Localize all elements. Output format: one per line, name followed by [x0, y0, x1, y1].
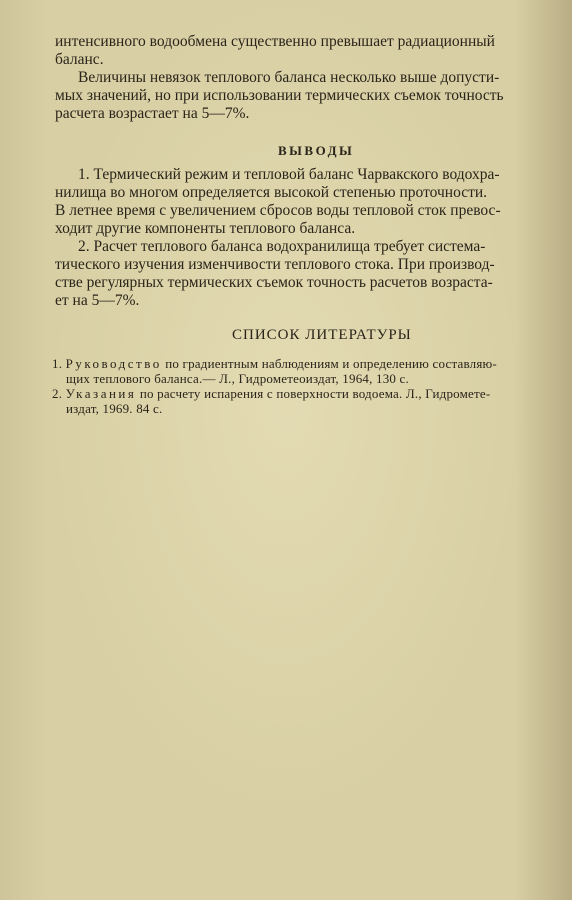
reference-item-2 [52, 386, 490, 401]
intro-line-5: расчета возрастает на 5—7%. [55, 105, 250, 122]
reference-item-2-cont: издат, 1969. 84 с. [66, 401, 163, 416]
conclusions-line-4: ходит другие компоненты теплового баланса. [55, 220, 356, 237]
conclusions-line-1: 1. Термический режим и тепловой баланс Чарвакского водохра- [78, 166, 500, 183]
intro-line-3: Величины невязок теплового баланса несколько выше допусти- [78, 69, 500, 86]
reference-spaced-title: Руководство [65, 356, 162, 371]
reference-item-1-cont: щих теплового баланса.— Л., Гидрометеоиздат, 1964, 130 с. [66, 371, 409, 386]
conclusions-line-3: В летнее время с увеличением сбросов воды тепловой сток превос- [55, 202, 501, 219]
conclusions-line-5: 2. Расчет теплового баланса водохранилища требует система- [78, 238, 486, 255]
reference-text: по расчету испарения с поверхности водоема. Л., Гидромете- [139, 386, 491, 401]
intro-line-1: интенсивного водообмена существенно превышает радиационный [55, 33, 495, 50]
reference-spaced-title: Указания [65, 386, 137, 401]
conclusions-heading: ВЫВОДЫ [278, 143, 355, 158]
conclusions-line-7: стве регулярных термических съемок точность расчетов возраста- [55, 274, 493, 291]
conclusions-line-8: ет на 5—7%. [55, 292, 140, 309]
reference-number: 2. [52, 386, 63, 401]
intro-line-4: мых значений, но при использовании термических съемок точность [55, 87, 504, 104]
references-heading: СПИСОК ЛИТЕРАТУРЫ [232, 327, 412, 343]
reference-item-1 [52, 356, 497, 371]
conclusions-line-6: тического изучения изменчивости теплового стока. При производ- [55, 256, 495, 273]
reference-text: по градиентным наблюдениям и определению составляю- [165, 356, 497, 371]
conclusions-line-2: нилища во многом определяется высокой степенью проточности. [55, 184, 488, 201]
reference-number: 1. [52, 356, 63, 371]
intro-line-2: баланс. [55, 51, 104, 68]
